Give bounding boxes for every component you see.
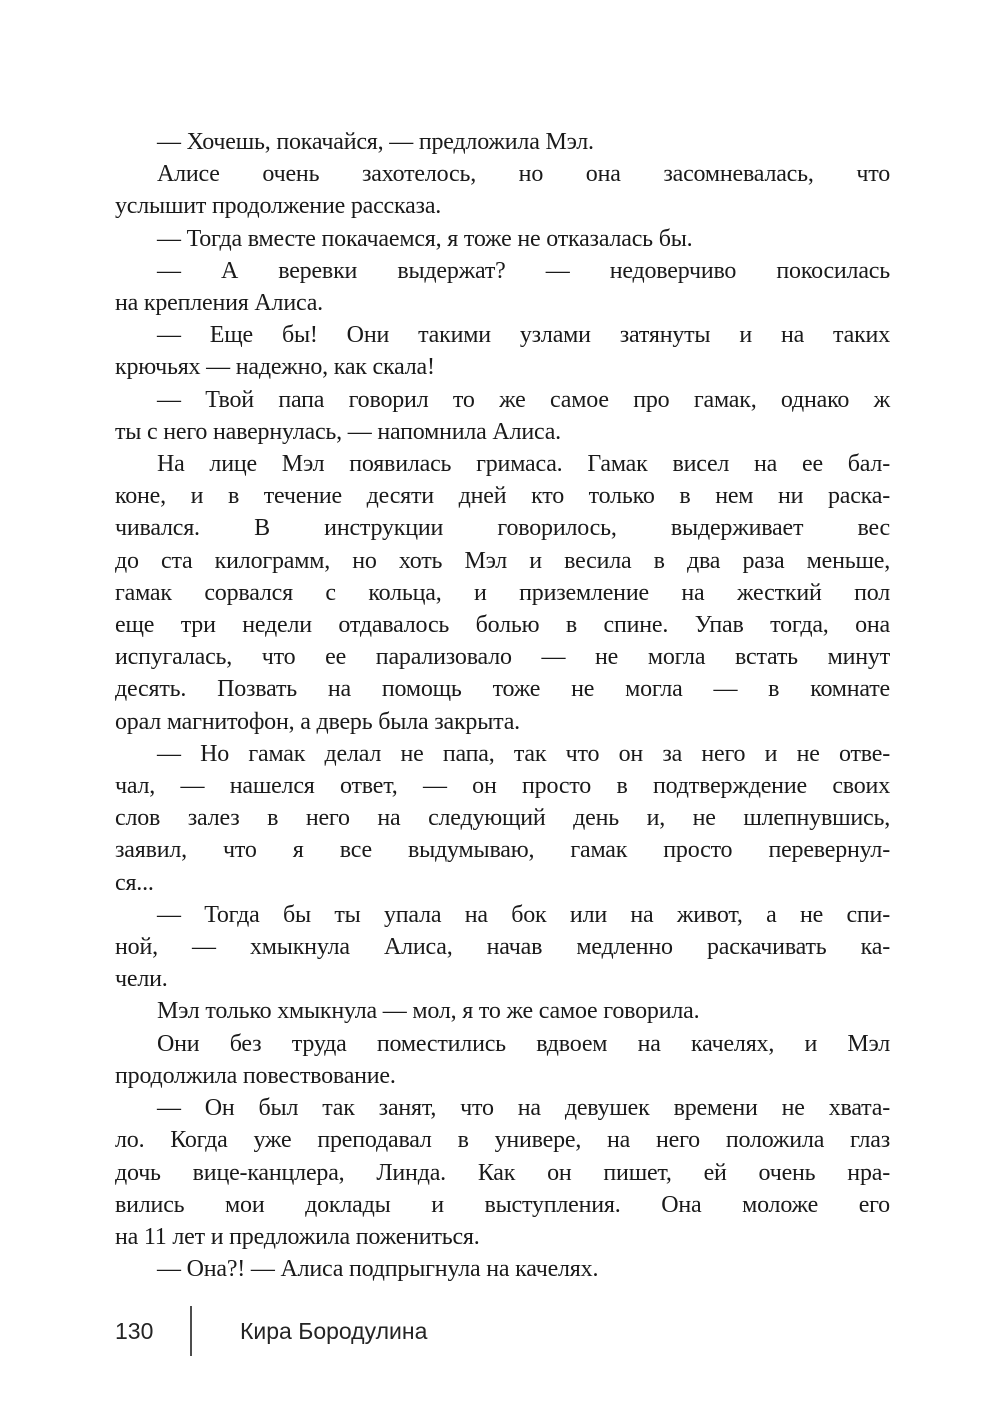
text-line: вились мои доклады и выступления. Она моложе его [115, 1191, 890, 1218]
page-number: 130 [115, 1317, 154, 1344]
text-block [115, 126, 890, 1285]
footer-divider [190, 1306, 192, 1356]
paragraph [115, 899, 890, 996]
text-line: еще три недели отдавалось болью в спине. Упав тогда, она [115, 612, 890, 639]
text-line: крючьях — надежно, как скала! [115, 354, 435, 381]
paragraph [115, 319, 890, 383]
text-line: Алисе очень захотелось, но она засомневалась, что [157, 161, 890, 188]
text-line: — Она?! — Алиса подпрыгнула на качелях. [157, 1256, 599, 1283]
text-line: Мэл только хмыкнула — мол, я то же самое говорила. [157, 998, 700, 1025]
text-line: слов залез в него на следующий день и, не шлепнувшись, [115, 805, 890, 832]
text-line: десять. Позвать на помощь тоже не могла — в комнате [115, 676, 890, 703]
text-line: — Хочешь, покачайся, — предложила Мэл. [157, 129, 594, 155]
text-line: гамак сорвался с кольца, и приземление на жесткий пол [115, 579, 890, 606]
text-line: — Но гамак делал не папа, так что он за него и не отве- [157, 740, 890, 767]
text-line: коне, и в течение десяти дней кто только в нем ни раска- [115, 483, 890, 510]
text-line: продолжила повествование. [115, 1062, 396, 1089]
text-line: испугалась, что ее парализовало — не могла встать минут [115, 644, 890, 671]
text-line: ся... [115, 869, 154, 896]
paragraph [115, 384, 890, 448]
text-line: ты с него навернулась, — напомнила Алиса. [115, 418, 561, 445]
text-line: — А веревки выдержат? — недоверчиво покосилась [157, 257, 890, 284]
text-line: ло. Когда уже преподавал в универе, на него положила глаз [115, 1127, 890, 1154]
text-line: ной, — хмыкнула Алиса, начав медленно раскачивать ка- [115, 934, 890, 961]
text-line: на крепления Алиса. [115, 290, 323, 317]
text-line: — Тогда бы ты упала на бок или на живот, а не спи- [157, 901, 890, 928]
text-line: — Еще бы! Они такими узлами затянуты и на таких [157, 322, 890, 349]
paragraph [115, 738, 890, 899]
text-line: чели. [115, 966, 168, 993]
paragraph [115, 448, 890, 738]
text-line: — Тогда вместе покачаемся, я тоже не отказалась бы. [157, 225, 693, 252]
paragraph [115, 1028, 890, 1092]
book-author: Кира Бородулина [240, 1317, 428, 1344]
text-line: услышит продолжение рассказа. [115, 193, 442, 220]
paragraph [115, 126, 890, 158]
paragraph [115, 1253, 890, 1285]
paragraph [115, 223, 890, 255]
text-line: орал магнитофон, а дверь была закрыта. [115, 708, 520, 735]
paragraph [115, 158, 890, 222]
page-footer [115, 1305, 427, 1357]
paragraph [115, 255, 890, 319]
paragraph [115, 995, 890, 1027]
text-line: — Он был так занят, что на девушек времени не хвата- [157, 1095, 890, 1122]
text-line: Они без труда поместились вдвоем на качелях, и Мэл [157, 1030, 890, 1057]
text-line: На лице Мэл появилась гримаса. Гамак висел на ее бал- [157, 451, 890, 478]
text-line: — Твой папа говорил то же самое про гамак, однако ж [157, 386, 890, 413]
text-line: чивался. В инструкции говорилось, выдерживает вес [115, 515, 890, 542]
text-line: до ста килограмм, но хоть Мэл и весила в два раза меньше, [115, 547, 890, 574]
paragraph [115, 1092, 890, 1253]
text-line: чал, — нашелся ответ, — он просто в подтверждение своих [115, 773, 890, 800]
text-line: дочь вице-канцлера, Линда. Как он пишет, ей очень нра- [115, 1159, 890, 1186]
text-line: на 11 лет и предложила пожениться. [115, 1223, 480, 1250]
text-line: заявил, что я все выдумываю, гамак просто перевернул- [115, 837, 890, 864]
